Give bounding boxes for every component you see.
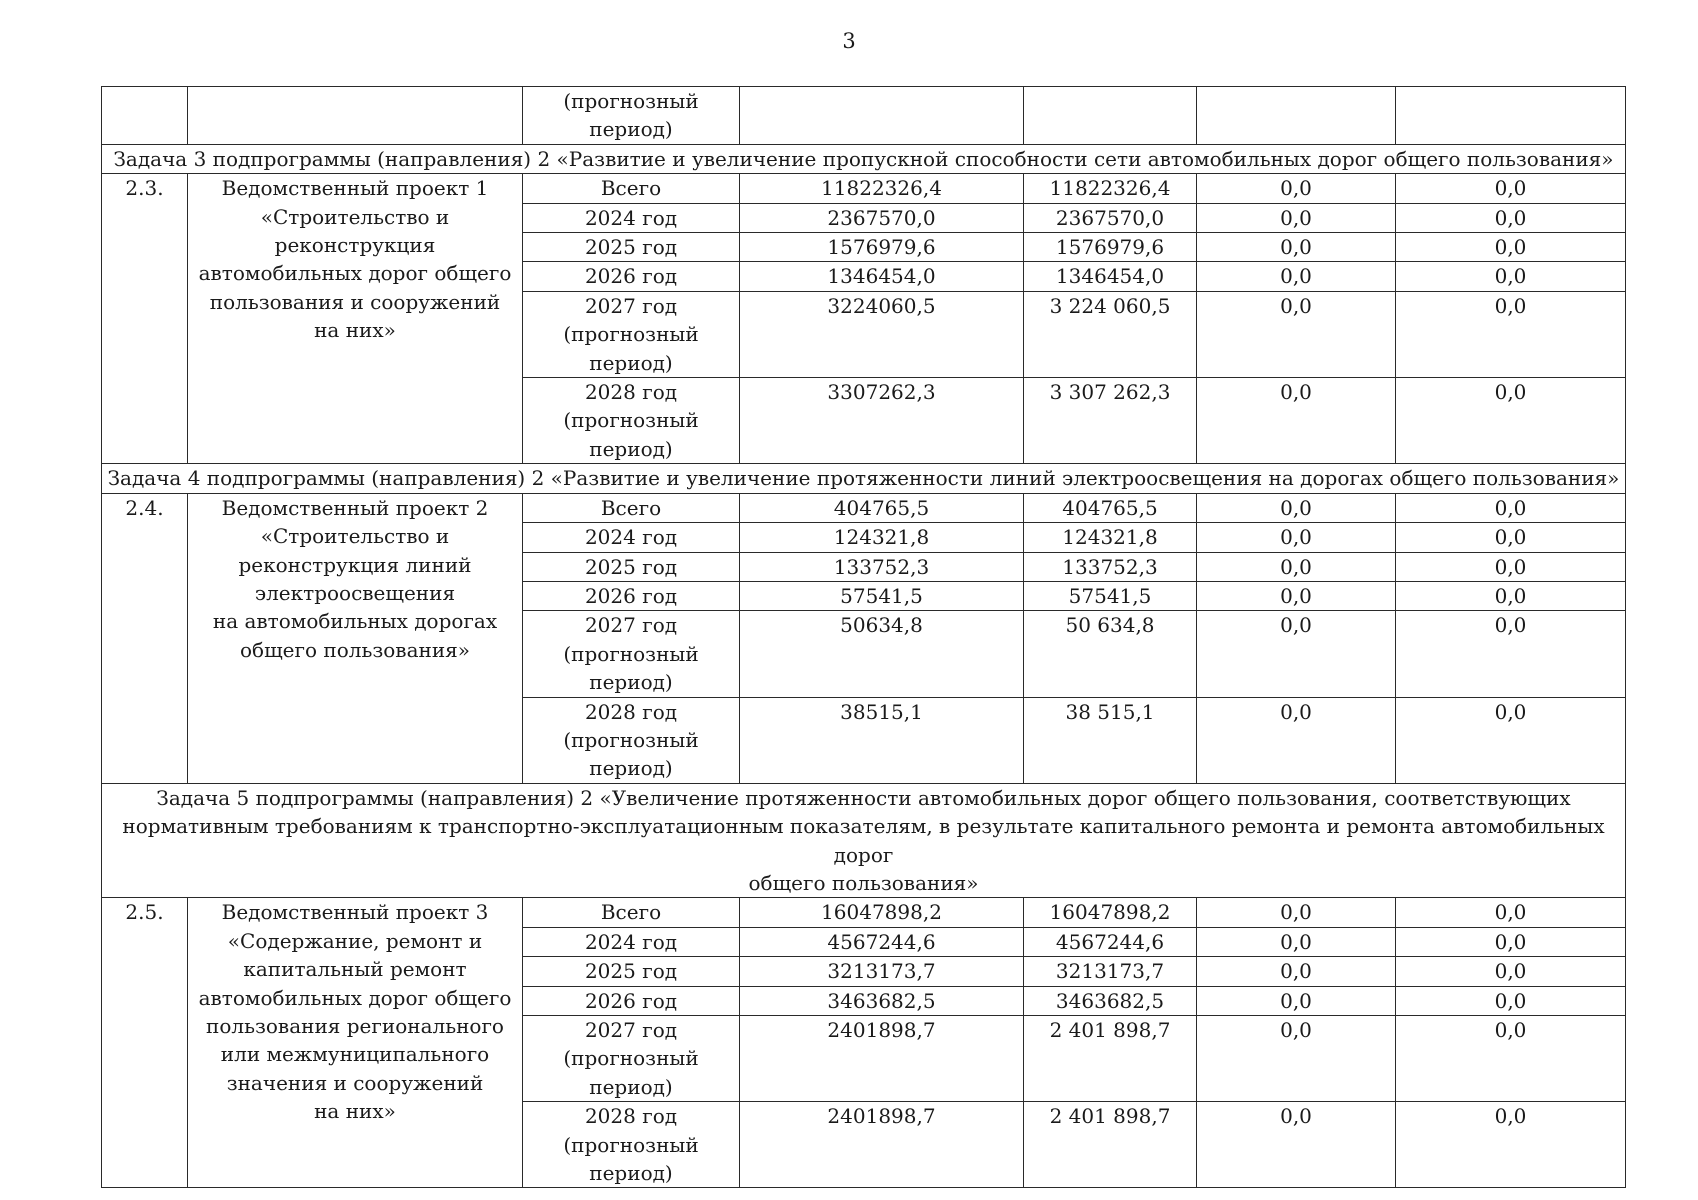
period-cell: 2027 год (прогнозный период) (523, 611, 740, 697)
period-cell: 2027 год (прогнозный период) (523, 291, 740, 377)
total-cell: 124321,8 (740, 523, 1024, 552)
other-cell: 0,0 (1396, 203, 1626, 232)
budget-table (101, 86, 1626, 1188)
period-cell: 2028 год (прогнозный период) (523, 697, 740, 783)
regional-cell: 0,0 (1197, 986, 1396, 1015)
project-cell (188, 87, 523, 145)
total-cell: 50634,8 (740, 611, 1024, 697)
item-number: 2.3. (102, 174, 188, 464)
task-heading: Задача 5 подпрограммы (направления) 2 «Увеличение протяженности автомобильных дорог общего пользования, соответствующих нормативным требованиям к транспортно-эксплуатационным показателям, в результате капитального ремонта и ремонта автомобильных дорог общего пользования» (102, 783, 1626, 898)
federal-cell: 1346454,0 (1024, 262, 1197, 291)
total-cell: 404765,5 (740, 493, 1024, 522)
other-cell: 0,0 (1396, 291, 1626, 377)
total-cell: 133752,3 (740, 552, 1024, 581)
table-row (102, 174, 1626, 203)
federal-cell: 2 401 898,7 (1024, 1016, 1197, 1102)
federal-cell: 133752,3 (1024, 552, 1197, 581)
total-cell: 2401898,7 (740, 1102, 1024, 1188)
federal-cell: 1576979,6 (1024, 233, 1197, 262)
other-cell: 0,0 (1396, 523, 1626, 552)
total-cell: 2367570,0 (740, 203, 1024, 232)
num-cell (102, 87, 188, 145)
project-name: Ведомственный проект 2 «Строительство и реконструкция линий электроосвещения на автомобильных дорогах общего пользования» (188, 493, 523, 783)
total-cell (740, 87, 1024, 145)
regional-cell: 0,0 (1197, 262, 1396, 291)
regional-cell: 0,0 (1197, 1102, 1396, 1188)
federal-cell: 16047898,2 (1024, 898, 1197, 927)
other-cell: 0,0 (1396, 552, 1626, 581)
period-cell: 2026 год (523, 581, 740, 610)
federal-cell: 3213173,7 (1024, 957, 1197, 986)
period-cell: 2027 год (прогнозный период) (523, 1016, 740, 1102)
table-row (102, 898, 1626, 927)
federal-cell: 11822326,4 (1024, 174, 1197, 203)
total-cell: 3224060,5 (740, 291, 1024, 377)
federal-cell: 57541,5 (1024, 581, 1197, 610)
federal-cell: 4567244,6 (1024, 927, 1197, 956)
regional-cell (1197, 87, 1396, 145)
task-row (102, 783, 1626, 898)
federal-cell: 50 634,8 (1024, 611, 1197, 697)
task-row (102, 464, 1626, 493)
federal-cell: 2367570,0 (1024, 203, 1197, 232)
total-cell: 1346454,0 (740, 262, 1024, 291)
period-cell: 2028 год (прогнозный период) (523, 1102, 740, 1188)
other-cell: 0,0 (1396, 611, 1626, 697)
period-cell: Всего (523, 898, 740, 927)
total-cell: 3463682,5 (740, 986, 1024, 1015)
total-cell: 57541,5 (740, 581, 1024, 610)
total-cell: 3213173,7 (740, 957, 1024, 986)
total-cell: 16047898,2 (740, 898, 1024, 927)
period-cell: 2026 год (523, 262, 740, 291)
other-cell: 0,0 (1396, 233, 1626, 262)
period-cell: 2024 год (523, 203, 740, 232)
federal-cell: 124321,8 (1024, 523, 1197, 552)
table-row (102, 493, 1626, 522)
period-cell: 2025 год (523, 552, 740, 581)
period-cell: 2026 год (523, 986, 740, 1015)
regional-cell: 0,0 (1197, 697, 1396, 783)
project-name: Ведомственный проект 3 «Содержание, ремонт и капитальный ремонт автомобильных дорог общего пользования регионального или межмуниципального значения и сооружений на них» (188, 898, 523, 1188)
total-cell: 3307262,3 (740, 378, 1024, 464)
federal-cell: 38 515,1 (1024, 697, 1197, 783)
period-cell: 2024 год (523, 927, 740, 956)
total-cell: 38515,1 (740, 697, 1024, 783)
regional-cell: 0,0 (1197, 1016, 1396, 1102)
regional-cell: 0,0 (1197, 233, 1396, 262)
regional-cell: 0,0 (1197, 291, 1396, 377)
other-cell: 0,0 (1396, 927, 1626, 956)
period-cell: Всего (523, 174, 740, 203)
total-cell: 4567244,6 (740, 927, 1024, 956)
other-cell: 0,0 (1396, 697, 1626, 783)
period-cell: 2028 год (прогнозный период) (523, 378, 740, 464)
regional-cell: 0,0 (1197, 581, 1396, 610)
project-name: Ведомственный проект 1 «Строительство и реконструкция автомобильных дорог общего пользования и сооружений на них» (188, 174, 523, 464)
other-cell: 0,0 (1396, 378, 1626, 464)
regional-cell: 0,0 (1197, 552, 1396, 581)
table-row-continuation (102, 87, 1626, 145)
federal-cell (1024, 87, 1197, 145)
page-number: 3 (842, 29, 856, 53)
period-cell: 2025 год (523, 233, 740, 262)
task-heading: Задача 4 подпрограммы (направления) 2 «Развитие и увеличение протяженности линий электроосвещения на дорогах общего пользования» (102, 464, 1626, 493)
other-cell: 0,0 (1396, 986, 1626, 1015)
other-cell: 0,0 (1396, 898, 1626, 927)
regional-cell: 0,0 (1197, 203, 1396, 232)
total-cell: 2401898,7 (740, 1016, 1024, 1102)
regional-cell: 0,0 (1197, 378, 1396, 464)
period-cell: 2024 год (523, 523, 740, 552)
regional-cell: 0,0 (1197, 927, 1396, 956)
other-cell: 0,0 (1396, 1102, 1626, 1188)
regional-cell: 0,0 (1197, 898, 1396, 927)
federal-cell: 2 401 898,7 (1024, 1102, 1197, 1188)
regional-cell: 0,0 (1197, 174, 1396, 203)
period-cell: (прогнозный период) (523, 87, 740, 145)
period-cell: 2025 год (523, 957, 740, 986)
regional-cell: 0,0 (1197, 523, 1396, 552)
other-cell: 0,0 (1396, 493, 1626, 522)
total-cell: 11822326,4 (740, 174, 1024, 203)
period-cell: Всего (523, 493, 740, 522)
other-cell: 0,0 (1396, 262, 1626, 291)
other-cell: 0,0 (1396, 581, 1626, 610)
other-cell: 0,0 (1396, 957, 1626, 986)
federal-cell: 404765,5 (1024, 493, 1197, 522)
federal-cell: 3 307 262,3 (1024, 378, 1197, 464)
regional-cell: 0,0 (1197, 611, 1396, 697)
other-cell: 0,0 (1396, 1016, 1626, 1102)
federal-cell: 3 224 060,5 (1024, 291, 1197, 377)
regional-cell: 0,0 (1197, 957, 1396, 986)
other-cell: 0,0 (1396, 174, 1626, 203)
federal-cell: 3463682,5 (1024, 986, 1197, 1015)
task-heading: Задача 3 подпрограммы (направления) 2 «Развитие и увеличение пропускной способности сети автомобильных дорог общего пользования» (102, 144, 1626, 173)
regional-cell: 0,0 (1197, 493, 1396, 522)
item-number: 2.5. (102, 898, 188, 1188)
task-row (102, 144, 1626, 173)
item-number: 2.4. (102, 493, 188, 783)
other-cell (1396, 87, 1626, 145)
total-cell: 1576979,6 (740, 233, 1024, 262)
